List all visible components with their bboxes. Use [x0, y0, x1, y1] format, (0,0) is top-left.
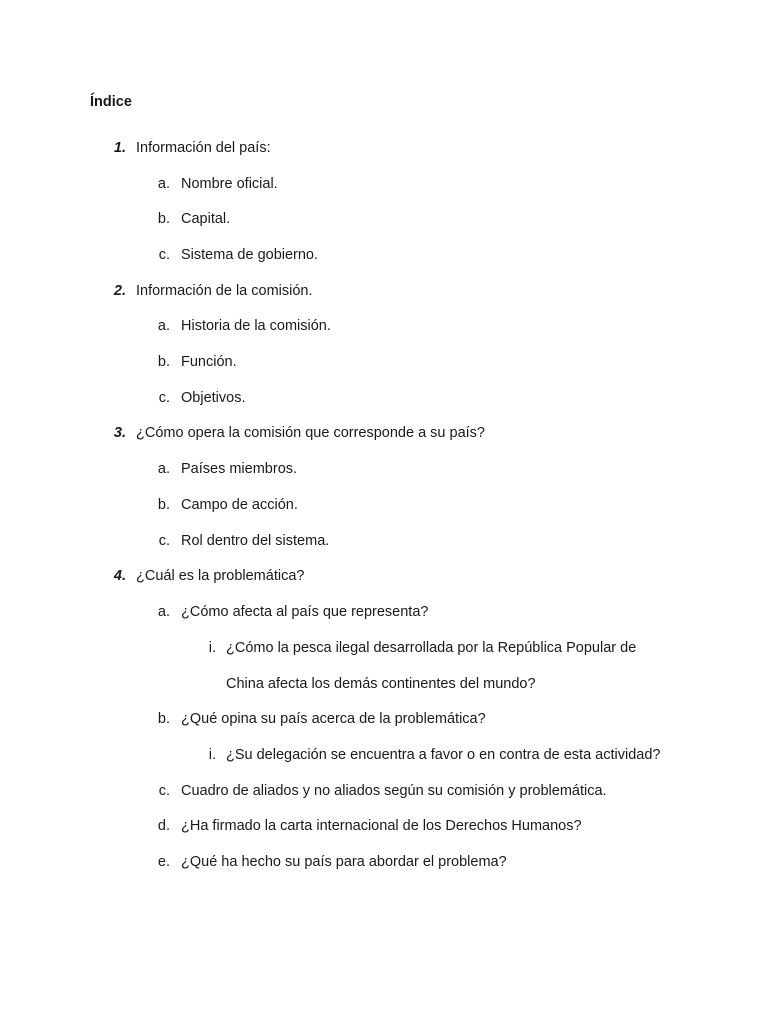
item-letter: c. [158, 533, 170, 549]
section-text: ¿Cuál es la problemática? [136, 568, 305, 584]
item-letter: d. [157, 818, 170, 834]
item-text: Capital. [181, 211, 231, 227]
section-text: Información del país: [136, 140, 271, 156]
item-letter: b. [157, 354, 170, 370]
sub-item-numeral: i. [208, 640, 216, 656]
item-text: Nombre oficial. [181, 176, 278, 192]
sub-item-numeral: i. [208, 747, 216, 763]
item-text: Sistema de gobierno. [181, 247, 319, 263]
item-letter: a. [157, 461, 170, 477]
item-text: Países miembros. [181, 461, 298, 477]
item-text: Historia de la comisión. [181, 318, 331, 334]
item-text: Función. [181, 354, 237, 370]
item-letter: b. [157, 497, 170, 513]
item-text: Rol dentro del sistema. [181, 533, 330, 549]
section-number: 2. [113, 283, 126, 299]
item-letter: b. [157, 211, 170, 227]
section-number: 4. [113, 568, 126, 584]
item-text: Campo de acción. [181, 497, 298, 513]
item-text: ¿Qué ha hecho su país para abordar el problema? [181, 854, 507, 870]
item-text: ¿Qué opina su país acerca de la problemática? [181, 711, 486, 727]
item-letter: a. [157, 604, 170, 620]
item-letter: a. [157, 176, 170, 192]
item-letter: a. [157, 318, 170, 334]
sub-item-text: ¿Su delegación se encuentra a favor o en contra de esta actividad? [226, 747, 661, 763]
section-text: ¿Cómo opera la comisión que corresponde a su país? [136, 425, 485, 441]
item-text: Objetivos. [181, 390, 246, 406]
section-number: 3. [113, 425, 126, 441]
item-letter: e. [157, 854, 170, 870]
item-letter: c. [158, 247, 170, 263]
sub-item-text: ¿Cómo la pesca ilegal desarrollada por la República Popular de [226, 640, 637, 656]
index-title: Índice [90, 94, 132, 110]
item-text: ¿Ha firmado la carta internacional de los Derechos Humanos? [181, 818, 582, 834]
item-letter: c. [158, 390, 170, 406]
sub-item-text: China afecta los demás continentes del mundo? [226, 676, 536, 692]
item-letter: b. [157, 711, 170, 727]
item-letter: c. [158, 783, 170, 799]
section-text: Información de la comisión. [136, 283, 313, 299]
item-text: Cuadro de aliados y no aliados según su comisión y problemática. [181, 783, 607, 799]
item-text: ¿Cómo afecta al país que representa? [181, 604, 429, 620]
section-number: 1. [113, 140, 126, 156]
